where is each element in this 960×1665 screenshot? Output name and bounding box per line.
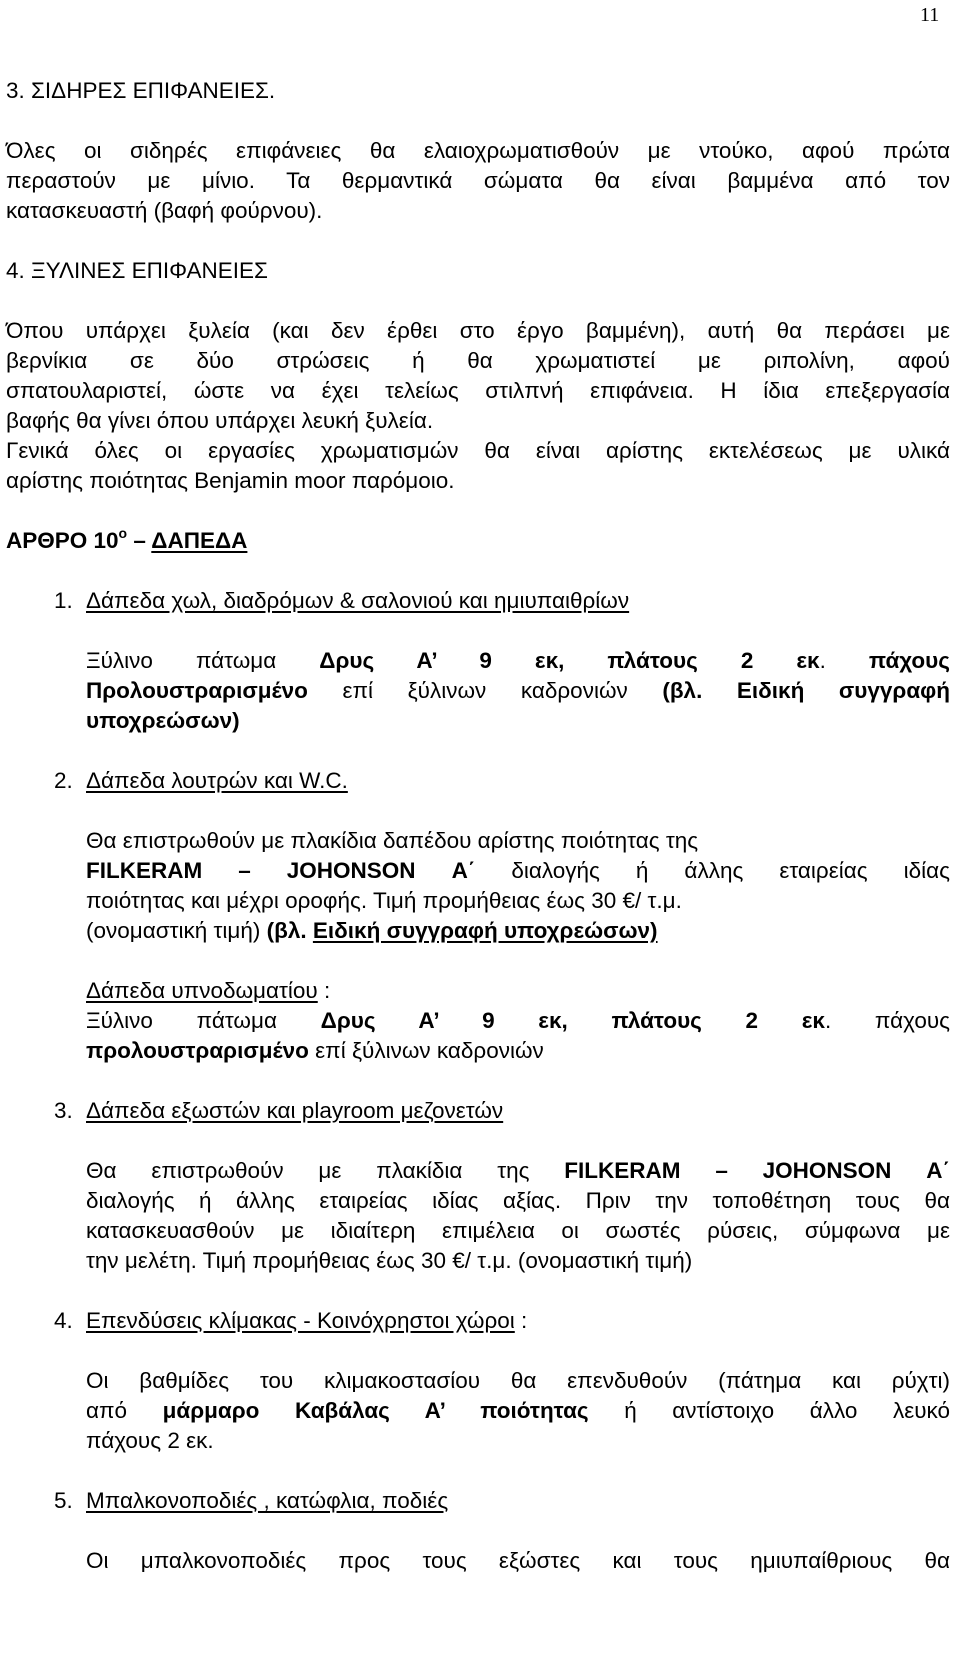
section-3-line-2: περαστούν με μίνιο. Τα θερμαντικά σώματα θα είναι βαμμένα από τον xyxy=(6,168,950,193)
item-1-line-1-d: πάχους xyxy=(868,648,950,673)
item-2-line-4-a: (ονομαστική τιμή) xyxy=(86,918,267,943)
item-5-number: 5. xyxy=(54,1488,73,1513)
item-1-title: Δάπεδα χωλ, διαδρόμων & σαλονιού και ημιυπαιθρίων xyxy=(86,588,630,613)
item-4-title-wrap xyxy=(86,1306,527,1336)
item-4-line-1: Οι βαθμίδες του κλιμακοστασίου θα επενδυθούν (πάτημα και ρύχτι) xyxy=(86,1368,950,1393)
item-5-line-1: Οι μπαλκονοποδιές προς τους εξώστες και τους ημιυπαίθριους θα xyxy=(86,1548,950,1573)
item-4-line-2-b: μάρμαρο Καβάλας Α’ ποιότητας xyxy=(162,1398,589,1423)
item-3-line-1-a: Θα επιστρωθούν με πλακίδια της xyxy=(86,1158,565,1183)
article-heading xyxy=(6,526,247,556)
item-2-sub-line-2-b: επί ξύλινων καδρονιών xyxy=(308,1038,544,1063)
item-3-title: Δάπεδα εξωστών και playroom μεζονετών xyxy=(86,1098,504,1123)
item-2-number: 2. xyxy=(54,768,73,793)
item-4-colon: : xyxy=(514,1308,528,1333)
item-1-line-1 xyxy=(86,646,950,676)
item-2-line-2-a: FILKERAM – JOHONSON Α΄ xyxy=(86,858,476,883)
section-4-line-6: αρίστης ποιότητας Benjamin moor παρόμοιο. xyxy=(6,468,455,493)
item-2-line-2-b: διαλογής ή άλλης εταιρείας ιδίας xyxy=(475,858,950,883)
section-3-heading: 3. ΣΙΔΗΡΕΣ ΕΠΙΦΑΝΕΙΕΣ. xyxy=(6,78,276,103)
item-2-title: Δάπεδα λουτρών και W.C. xyxy=(86,768,348,793)
item-3-number: 3. xyxy=(54,1098,73,1123)
item-1-line-2-b: επί ξύλινων καδρονιών xyxy=(307,678,663,703)
item-4-line-2-c: ή αντίστοιχο άλλο λευκό xyxy=(588,1398,951,1423)
item-5-title: Μπαλκονοποδιές , κατώφλια, ποδιές xyxy=(86,1488,449,1513)
article-dash: – xyxy=(127,528,152,553)
item-3-line-4: την μελέτη. Τιμή προμήθειας έως 30 €/ τ.μ. (ονομαστική τιμή) xyxy=(86,1248,693,1273)
item-2-subheading-colon: : xyxy=(317,978,331,1003)
item-2-line-4-c: Ειδική συγγραφή υποχρεώσων) xyxy=(312,918,658,943)
item-2-line-4-b: (βλ. xyxy=(266,918,313,943)
item-4-line-2-a: από xyxy=(86,1398,163,1423)
item-2-line-3: ποιότητας και μέχρι οροφής. Τιμή προμήθειας έως 30 €/ τ.μ. xyxy=(86,888,682,913)
article-title: ΔΑΠΕΔΑ xyxy=(151,528,248,553)
item-1-line-2-c: (βλ. Ειδική συγγραφή xyxy=(662,678,951,703)
item-4-line-3: πάχους 2 εκ. xyxy=(86,1428,214,1453)
item-2-sub-line-1-a: Ξύλινο πάτωμα xyxy=(86,1008,321,1033)
section-3-line-1: Όλες οι σιδηρές επιφάνειες θα ελαιοχρωματισθούν με ντούκο, αφού πρώτα xyxy=(6,138,950,163)
section-4-line-1: Όπου υπάρχει ξυλεία (και δεν έρθει στο έργο βαμμένη), αυτή θα περάσει με xyxy=(6,318,950,343)
item-3-line-2: διαλογής ή άλλης εταιρείας ιδίας αξίας. Πριν την τοποθέτηση τους θα xyxy=(86,1188,950,1213)
item-4-line-2 xyxy=(86,1396,950,1426)
page-number: 11 xyxy=(920,4,940,26)
item-2-sub-line-1 xyxy=(86,1006,950,1036)
item-1-line-1-b: Δρυς Α’ 9 εκ, πλάτους 2 εκ xyxy=(319,648,820,673)
item-2-line-2 xyxy=(86,856,950,886)
section-3-line-3: κατασκευαστή (βαφή φούρνου). xyxy=(6,198,323,223)
section-4-line-3: σπατουλαριστεί, ώστε να έχει τελείως στιλπνή επιφάνεια. Η ίδια επεξεργασία xyxy=(6,378,950,403)
item-2-sub-line-1-b: Δρυς Α’ 9 εκ, πλάτους 2 εκ xyxy=(320,1008,825,1033)
item-1-line-3: υποχρεώσων) xyxy=(86,708,240,733)
article-superscript: ο xyxy=(118,525,128,541)
item-2-sub-line-2 xyxy=(86,1036,544,1066)
item-2-line-4 xyxy=(86,916,658,946)
section-4-line-5: Γενικά όλες οι εργασίες χρωματισμών θα είναι αρίστης εκτελέσεως με υλικά xyxy=(6,438,950,463)
item-2-sub-line-1-c: . πάχους xyxy=(824,1008,950,1033)
item-4-title: Επενδύσεις κλίμακας - Κοινόχρηστοι χώροι xyxy=(86,1308,515,1333)
item-3-line-1-b: FILKERAM – JOHONSON Α΄ xyxy=(564,1158,950,1183)
item-2-line-1: Θα επιστρωθούν με πλακίδια δαπέδου αρίστης ποιότητας της xyxy=(86,828,699,853)
item-3-line-3: κατασκευασθούν με ιδιαίτερη επιμέλεια οι σωστές ρύσεις, σύμφωνα με xyxy=(86,1218,950,1243)
item-2-subheading xyxy=(86,976,330,1006)
section-4-line-2: βερνίκια σε δύο στρώσεις ή θα χρωματιστεί με ριπολίνη, αφού xyxy=(6,348,950,373)
item-1-line-1-c: . xyxy=(819,648,869,673)
article-prefix: ΑΡΘΡΟ 10 xyxy=(6,528,119,553)
item-1-line-2 xyxy=(86,676,950,706)
item-1-number: 1. xyxy=(54,588,73,613)
section-4-line-4: βαφής θα γίνει όπου υπάρχει λευκή ξυλεία. xyxy=(6,408,434,433)
item-1-line-2-a: Προλουστραρισμένο xyxy=(86,678,308,703)
item-4-number: 4. xyxy=(54,1308,73,1333)
item-2-sub-line-2-a: προλουστραρισμένο xyxy=(86,1038,309,1063)
item-2-subheading-title: Δάπεδα υπνοδωματίου xyxy=(86,978,318,1003)
section-4-heading: 4. ΞΥΛΙΝΕΣ ΕΠΙΦΑΝΕΙΕΣ xyxy=(6,258,268,283)
item-3-line-1 xyxy=(86,1156,950,1186)
item-1-line-1-a: Ξύλινο πάτωμα xyxy=(86,648,320,673)
